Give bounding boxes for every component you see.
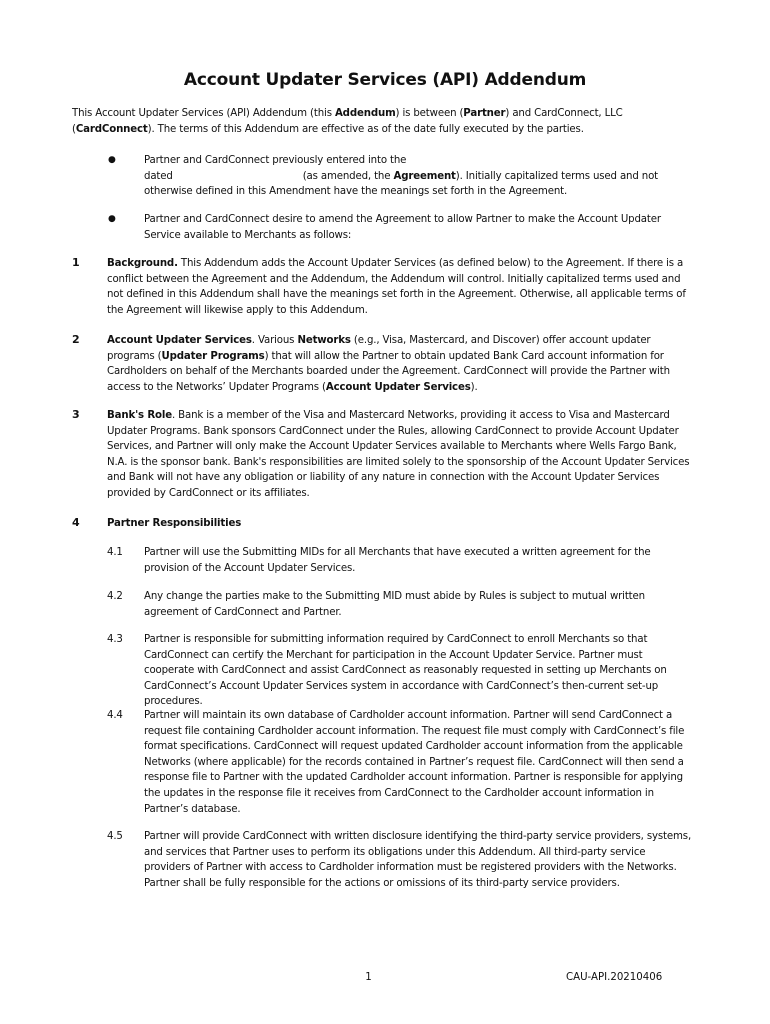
- intro-text-2: ) is between (: [395, 108, 464, 119]
- section-1-heading: Background.: [107, 258, 178, 269]
- section-4-heading: Partner Responsibilities: [107, 518, 242, 529]
- intro-paragraph: [72, 106, 692, 137]
- subsection-4-1-text: Partner will use the Submitting MIDs for all Merchants that have executed a written agreement for the provision of the Account Updater Services.: [144, 547, 651, 574]
- intro-text-1: This Account Updater Services (API) Addendum (this: [72, 108, 335, 119]
- intro-bold-partner: Partner: [463, 108, 506, 119]
- recital-1-dated: dated: [144, 170, 173, 182]
- section-2-bold-networks: Networks: [297, 335, 351, 346]
- section-3-text: . Bank is a member of the Visa and Mastercard Networks, providing it access to Visa and Mastercard Updater Programs. Bank sponsors CardConnect under the Rules, allowing CardConnect to provide Account Updater Services, and Partner will only make the Account Updater Services available to Merchants where Wells Fargo Bank, N.A. is the sponsor bank. Bank's responsibilities are limited solely to the sponsorship of the Account Updater Services and Bank will not have any obligation or liability of any nature in connection with the Account Updater Services provided by CardConnect or its affiliates.: [107, 410, 690, 499]
- subsection-4-1-number: 4.1: [107, 547, 123, 558]
- recital-1-bold-agreement: Agreement: [393, 170, 456, 182]
- section-1-number: 1: [72, 256, 80, 269]
- section-2-heading: Account Updater Services: [107, 335, 252, 346]
- recital-bullet-1: [108, 153, 688, 203]
- section-2-text-1: . Various: [251, 335, 298, 346]
- subsection-4-4-number: 4.4: [107, 710, 123, 721]
- bullet-dot-icon: ●: [108, 214, 116, 224]
- intro-text-4: ). The terms of this Addendum are effective as of the date fully executed by the parties.: [147, 123, 584, 135]
- document-code: CAU-API.20210406: [566, 972, 663, 983]
- section-2-body: [107, 333, 692, 395]
- section-2-bold-updater-programs: Updater Programs: [161, 350, 265, 362]
- section-2-number: 2: [72, 333, 80, 346]
- section-2-bold-account-updater-services: Account Updater Services: [325, 381, 471, 393]
- section-2-text-2: (e.g., Visa, Mastercard, and Discover) offer account updater programs (: [107, 335, 651, 362]
- subsection-4-2-number: 4.2: [107, 591, 123, 602]
- intro-text-3: ) and CardConnect, LLC (: [72, 108, 623, 135]
- subsection-4-3-number: 4.3: [107, 634, 123, 645]
- recital-1-rest: [144, 169, 688, 200]
- recital-1-line-1: Partner and CardConnect previously entered into the: [144, 155, 407, 166]
- intro-bold-cardconnect: CardConnect: [75, 123, 148, 135]
- recital-bullet-2: [108, 212, 688, 246]
- bullet-dot-icon: ●: [108, 155, 116, 165]
- recital-1-text-2: ). Initially capitalized terms used and not otherwise defined in this Amendment have the meanings set forth in the Agreement.: [144, 170, 658, 198]
- document-title: Account Updater Services (API) Addendum: [183, 70, 587, 90]
- subsection-4-5-text: Partner will provide CardConnect with written disclosure identifying the third-party service providers, systems, and services that Partner uses to perform its obligations under this Addendum. All third-party service providers of Partner with access to Cardholder information must be registered providers with the Networks. Partner shall be fully responsible for the actions or omissions of its third-party service providers.: [144, 831, 692, 889]
- intro-bold-addendum: Addendum: [334, 108, 396, 119]
- recital-2-text: Partner and CardConnect desire to amend the Agreement to allow Partner to make the Account Updater Service available to Merchants as follows:: [144, 214, 661, 241]
- section-2-text-3: ) that will allow the Partner to obtain updated Bank Card account information for Cardholders on behalf of the Merchants boarded under the Agreement. CardConnect will provide the Partner with access to the Networks’ Updater Programs (: [107, 350, 670, 393]
- section-2-text-4: ).: [470, 381, 478, 393]
- page-number: 1: [365, 972, 372, 983]
- subsection-4-3-text: Partner is responsible for submitting information required by CardConnect to enroll Merchants so that CardConnect can certify the Merchant for participation in the Account Updater Service. Partner must cooperate with CardConnect and assist CardConnect as reasonably requested in setting up Merchants on CardConnect’s Account Updater Services system in accordance with CardConnect’s then-current set-up procedures.: [144, 634, 667, 708]
- section-4-heading-row: [107, 516, 692, 532]
- subsection-4-4-text: Partner will maintain its own database of Cardholder account information. Partner will send CardConnect a request file containing Cardholder account information. The request file must comply with CardConnect’s file format specifications. CardConnect will request updated Cardholder account information from the applicable Networks (where applicable) for the records contained in Partner’s request file. CardConnect will then send a response file to Partner with the updated Cardholder account information. Partner is responsible for applying the updates in the response file it receives from CardConnect to the Cardholder account information in Partner’s database.: [144, 710, 685, 815]
- section-3-heading: Bank's Role: [107, 410, 172, 421]
- section-3-number: 3: [72, 408, 80, 421]
- section-3-body: [107, 408, 692, 502]
- section-1-text: This Addendum adds the Account Updater Services (as defined below) to the Agreement. If there is a conflict between the Agreement and the Addendum, the Addendum will control. Initially capitalized terms used and not defined in this Addendum shall have the meanings set forth in the Agreement. Otherwise, all applicable terms of the Agreement will likewise apply to this Addendum.: [107, 258, 686, 316]
- recital-1-text-1: (as amended, the: [302, 170, 394, 182]
- recital-1-text: [144, 153, 688, 200]
- section-1-body: [107, 256, 692, 318]
- subsection-4-2-text: Any change the parties make to the Submitting MID must abide by Rules is subject to mutual written agreement of CardConnect and Partner.: [144, 591, 645, 618]
- section-4-number: 4: [72, 516, 80, 529]
- subsection-4-5-number: 4.5: [107, 831, 123, 842]
